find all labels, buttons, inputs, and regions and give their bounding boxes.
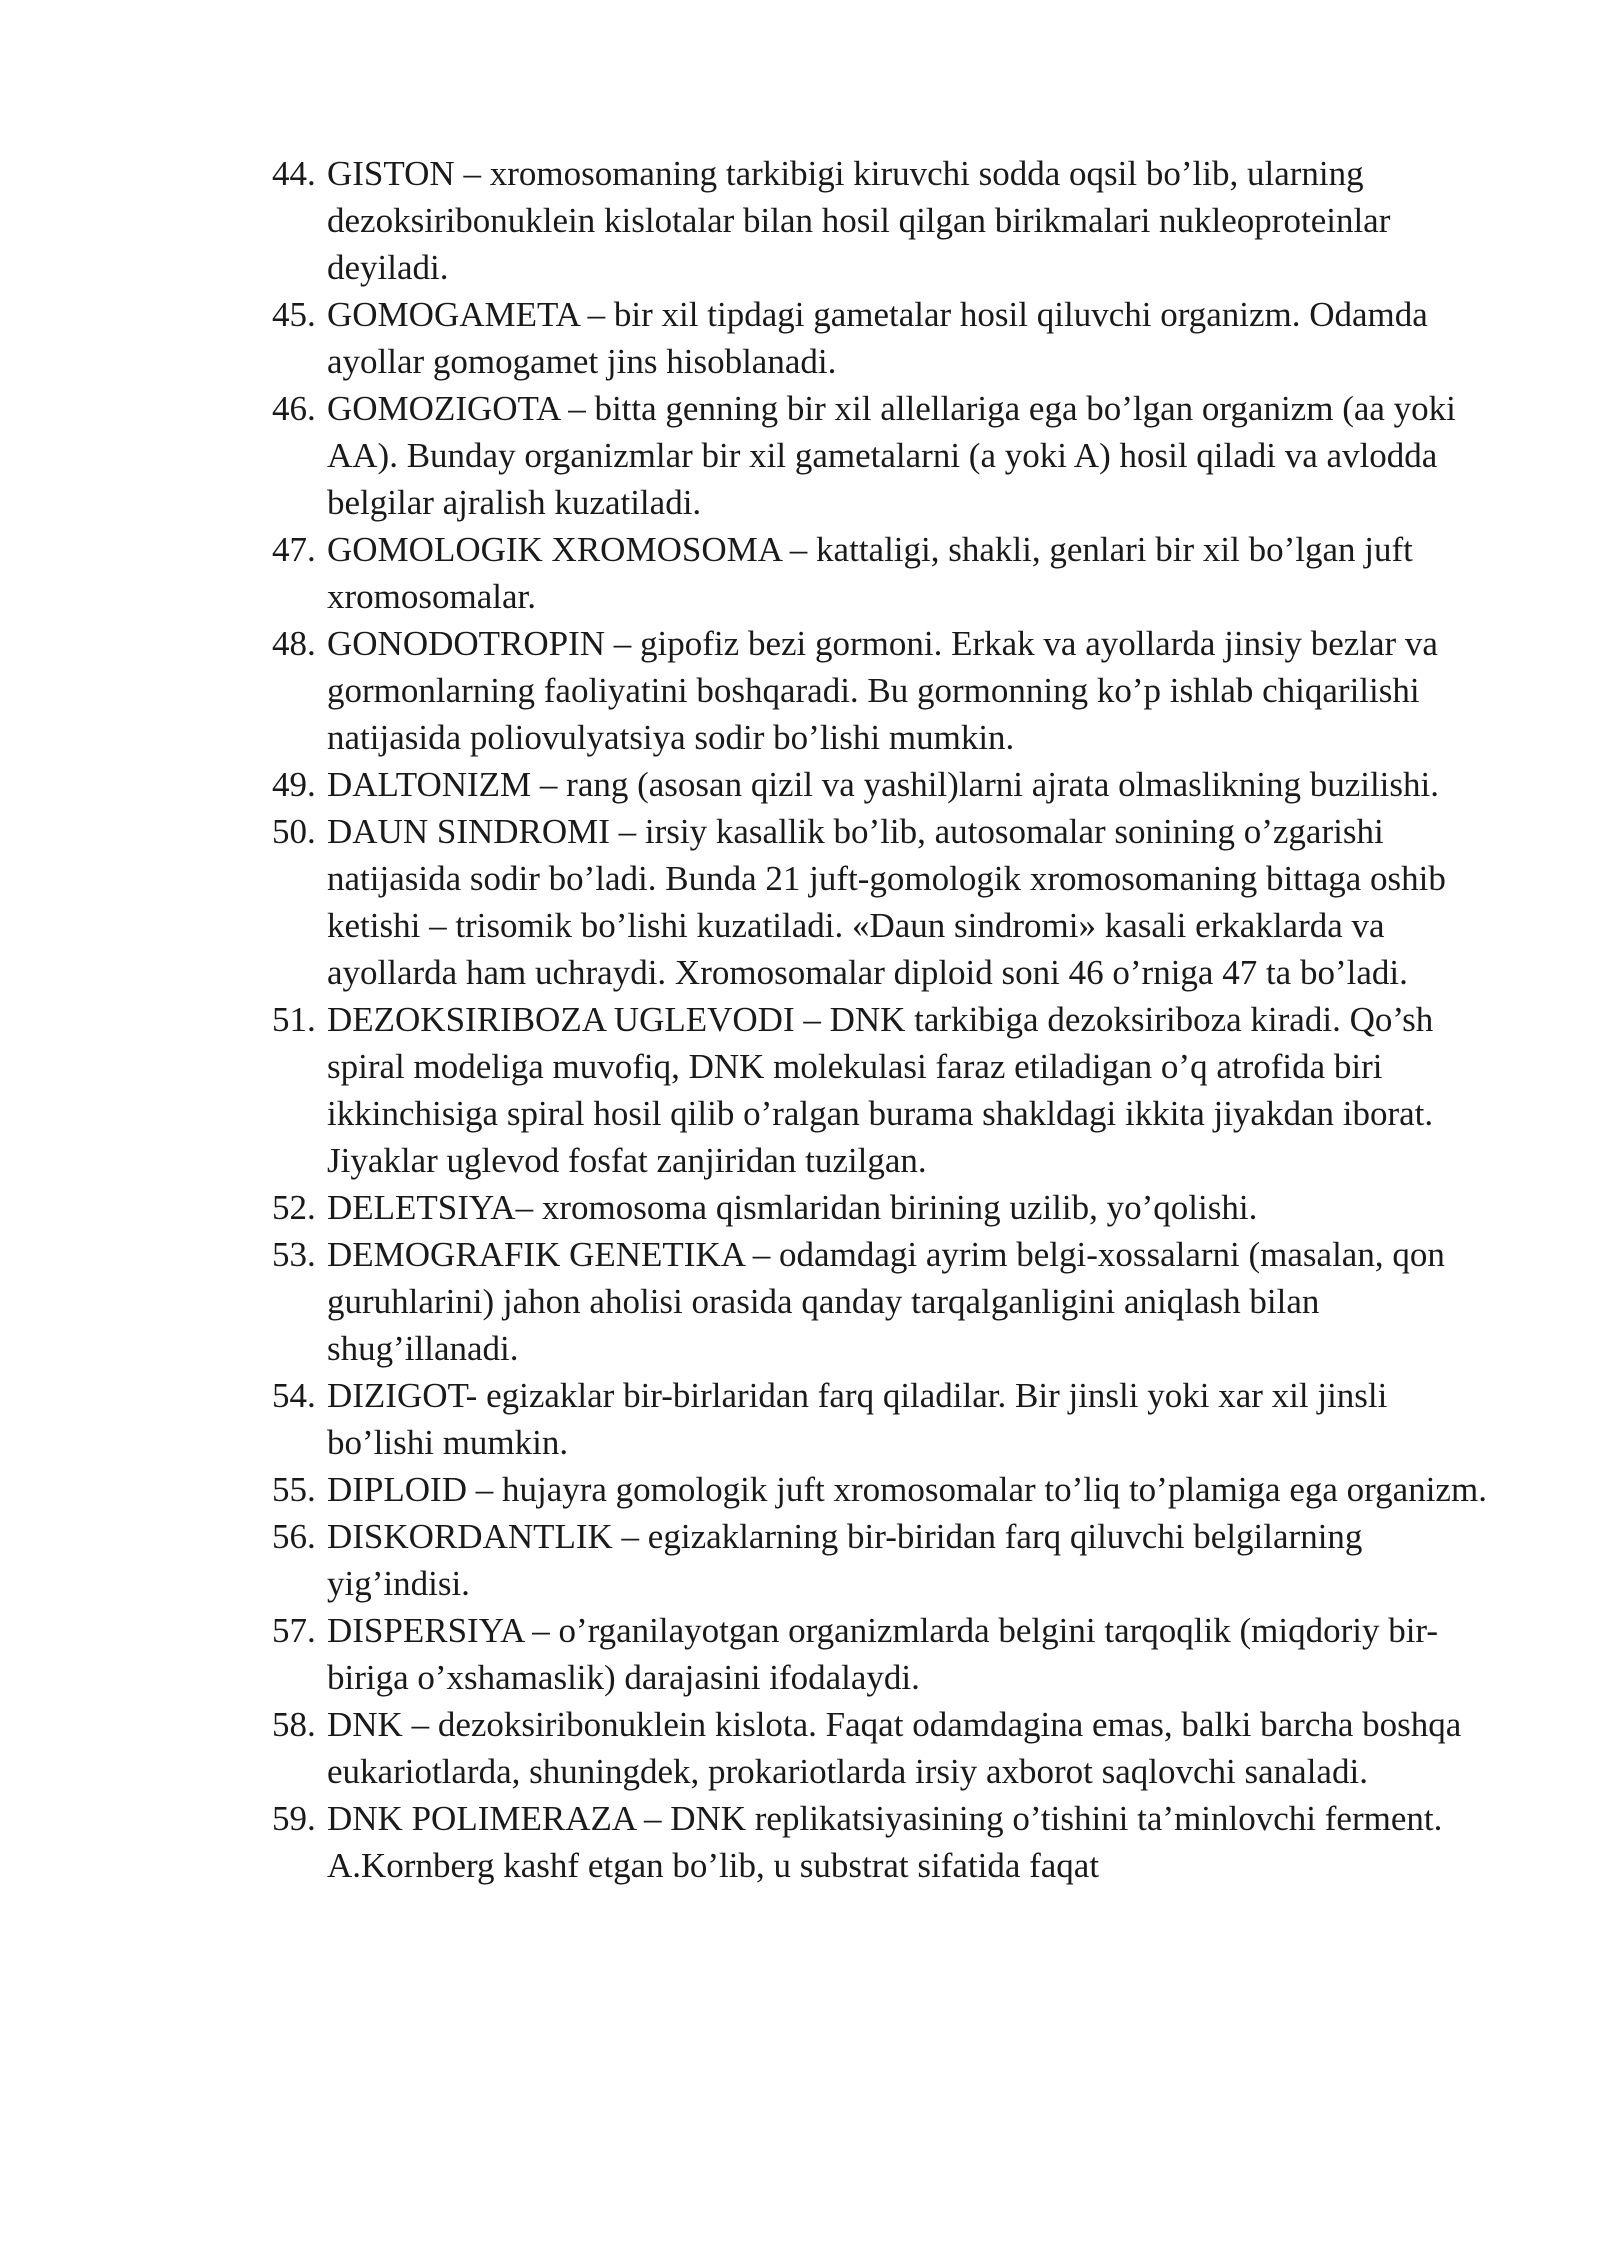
entry-number: 56. xyxy=(272,1517,316,1556)
entry-text: DEZOKSIRIBOZA UGLEVODI – DNK tarkibiga dezoksiriboza kiradi. Qo’sh spiral modeliga muvofiq, DNK molekulasi faraz etiladigan o’q atrofida biri ikkinchisiga spiral hosil qilib o’ralgan burama shakldagi ikkita jiyakdan iborat. Jiyaklar uglevod fosfat zanjiridan tuzilgan. xyxy=(327,1000,1434,1180)
glossary-entry xyxy=(272,808,1502,996)
glossary-entry xyxy=(272,996,1502,1184)
entry-text: DIZIGOT- egizaklar bir-birlaridan farq qiladilar. Bir jinsli yoki xar xil jinsli bo’lishi mumkin. xyxy=(327,1376,1388,1462)
entry-number: 45. xyxy=(272,295,316,334)
glossary-entry xyxy=(272,1466,1502,1513)
entry-number: 44. xyxy=(272,154,316,193)
entry-number: 59. xyxy=(272,1799,316,1838)
glossary-entry xyxy=(272,1372,1502,1466)
entry-number: 50. xyxy=(272,812,316,851)
entry-text: DISKORDANTLIK – egizaklarning bir-biridan farq qiluvchi belgilarning yig’indisi. xyxy=(327,1517,1363,1603)
entry-number: 53. xyxy=(272,1235,316,1274)
entry-number: 46. xyxy=(272,389,316,428)
entry-number: 58. xyxy=(272,1705,316,1744)
glossary-entry xyxy=(272,526,1502,620)
entry-text: GONODOTROPIN – gipofiz bezi gormoni. Erkak va ayollarda jinsiy bezlar va gormonlarning faoliyatini boshqaradi. Bu gormonning ko’p ishlab chiqarilishi natijasida poliovulyatsiya sodir bo’lishi mumkin. xyxy=(327,624,1438,757)
entry-text: GISTON – xromosomaning tarkibigi kiruvchi sodda oqsil bo’lib, ularning dezoksiribonuklein kislotalar bilan hosil qilgan birikmalari nukleoproteinlar deyiladi. xyxy=(327,154,1391,287)
entry-text: DISPERSIYA – o’rganilayotgan organizmlarda belgini tarqoqlik (miqdoriy bir-biriga o’xshamaslik) darajasini ifodalaydi. xyxy=(327,1611,1439,1697)
glossary-entry xyxy=(272,1607,1502,1701)
entry-text: DEMOGRAFIK GENETIKA – odamdagi ayrim belgi-xossalarni (masalan, qon guruhlarini) jahon aholisi orasida qanday tarqalganligini aniqlash bilan shug’illanadi. xyxy=(327,1235,1445,1368)
entry-text: DNK – dezoksiribonuklein kislota. Faqat odamdagina emas, balki barcha boshqa eukariotlarda, shuningdek, prokariotlarda irsiy axborot saqlovchi sanaladi. xyxy=(327,1705,1462,1791)
entry-text: GOMOGAMETA – bir xil tipdagi gametalar hosil qiluvchi organizm. Odamda ayollar gomogamet jins hisoblanadi. xyxy=(327,295,1428,381)
entry-number: 52. xyxy=(272,1188,316,1227)
entry-text: DELETSIYA– xromosoma qismlaridan birining uzilib, yo’qolishi. xyxy=(327,1188,1258,1227)
glossary-entry xyxy=(272,1231,1502,1372)
entry-text: DNK POLIMERAZA – DNK replikatsiyasining o’tishini ta’minlovchi ferment. A.Kornberg kashf etgan bo’lib, u substrat sifatida faqat xyxy=(327,1799,1443,1885)
entry-number: 48. xyxy=(272,624,316,663)
glossary-entry xyxy=(272,1701,1502,1795)
glossary-entry xyxy=(272,291,1502,385)
glossary-entry xyxy=(272,150,1502,291)
entry-number: 54. xyxy=(272,1376,316,1415)
entry-text: GOMOZIGOTA – bitta genning bir xil allellariga ega bo’lgan organizm (aa yoki AA). Bunday organizmlar bir xil gametalarni (a yoki A) hosil qiladi va avlodda belgilar ajralish kuzatiladi. xyxy=(327,389,1456,522)
entry-number: 55. xyxy=(272,1470,316,1509)
glossary-entry xyxy=(272,1795,1502,1889)
glossary-entry xyxy=(272,1184,1502,1231)
entry-text: DAUN SINDROMI – irsiy kasallik bo’lib, autosomalar sonining o’zgarishi natijasida sodir bo’ladi. Bunda 21 juft-gomologik xromosomaning bittaga oshib ketishi – trisomik bo’lishi kuzatiladi. «Daun sindromi» kasali erkaklarda va ayollarda ham uchraydi. Xromosomalar diploid soni 46 o’rniga 47 ta bo’ladi. xyxy=(327,812,1446,992)
glossary-entry xyxy=(272,385,1502,526)
entry-number: 57. xyxy=(272,1611,316,1650)
entry-number: 51. xyxy=(272,1000,316,1039)
entry-text: GOMOLOGIK XROMOSOMA – kattaligi, shakli, genlari bir xil bo’lgan juft xromosomalar. xyxy=(327,530,1413,616)
entry-number: 47. xyxy=(272,530,316,569)
glossary-list xyxy=(272,150,1502,1889)
entry-text: DIPLOID – hujayra gomologik juft xromosomalar to’liq to’plamiga ega organizm. xyxy=(327,1470,1487,1509)
entry-number: 49. xyxy=(272,765,316,804)
entry-text: DALTONIZM – rang (asosan qizil va yashil)larni ajrata olmaslikning buzilishi. xyxy=(327,765,1440,804)
glossary-entry xyxy=(272,1513,1502,1607)
glossary-entry xyxy=(272,761,1502,808)
glossary-entry xyxy=(272,620,1502,761)
